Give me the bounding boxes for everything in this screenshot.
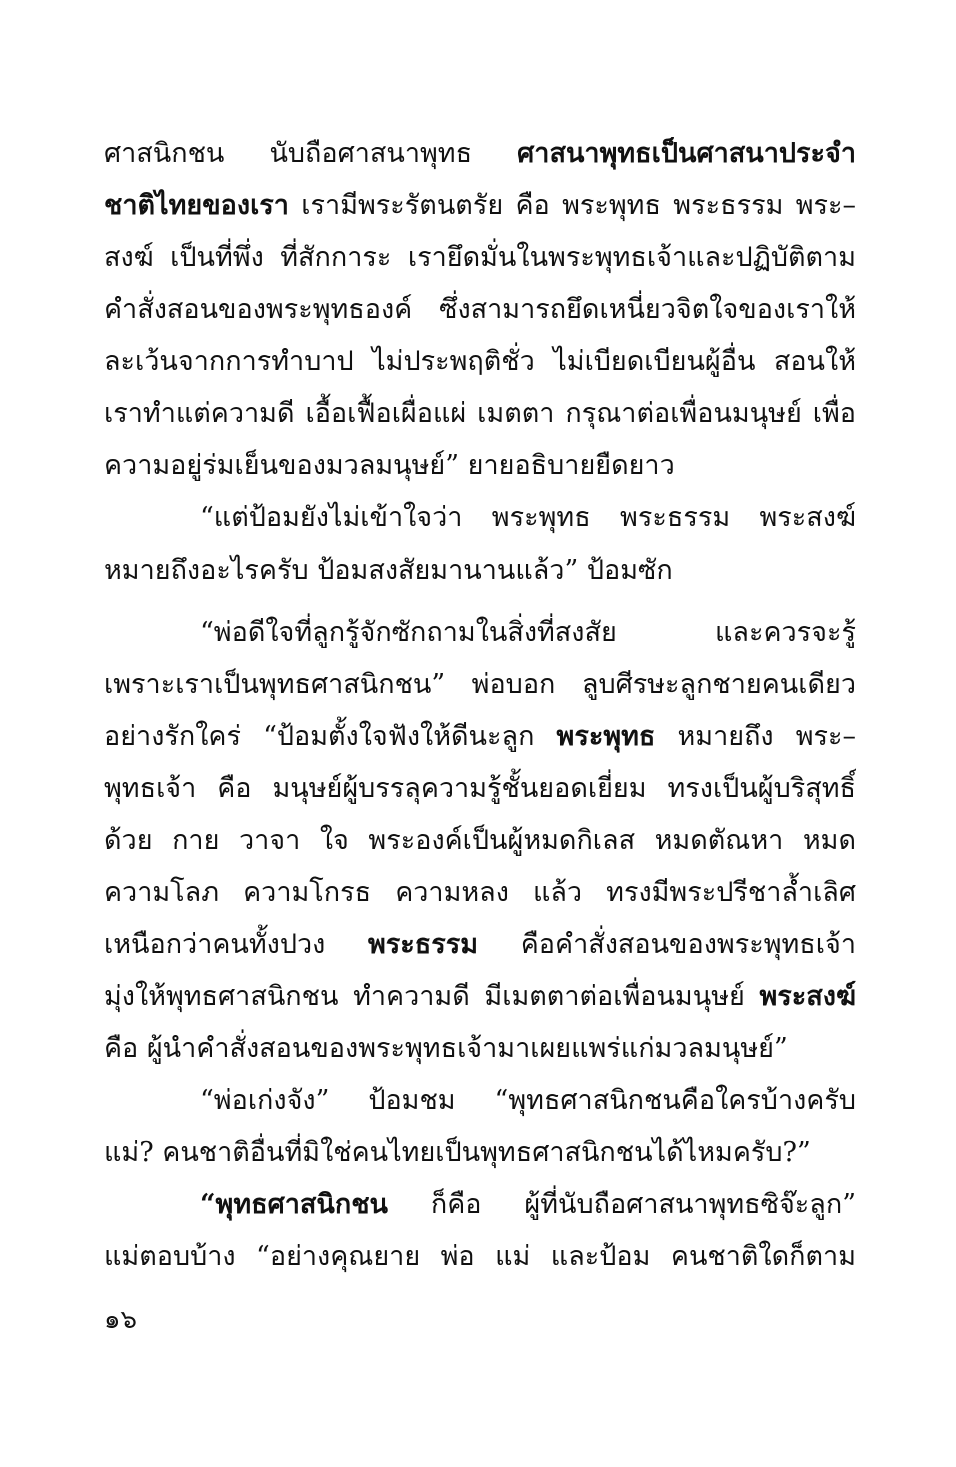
bold-text-span: ชาติไทยของเรา xyxy=(104,190,289,221)
text-span: “แต่ป้อมยังไม่เข้าใจว่า พระพุทธ พระธรรม พระสงฆ์ xyxy=(200,502,856,533)
text-line xyxy=(104,971,856,1023)
text-span: ละเว้นจากการทำบาป ไม่ประพฤติชั่ว ไม่เบียดเบียนผู้อื่น สอนให้ xyxy=(104,346,856,377)
text-span: มุ่งให้พุทธศาสนิกชน ทำความดี มีเมตตาต่อเพื่อนมนุษย์ xyxy=(104,981,760,1012)
bold-text-span: พระพุทธ xyxy=(556,721,656,752)
text-line xyxy=(104,659,856,711)
text-span: ความอยู่ร่มเย็นของมวลมนุษย์” ยายอธิบายยืดยาว xyxy=(104,450,675,481)
text-span: เราทำแต่ความดี เอื้อเฟื้อเผื่อแผ่ เมตตา กรุณาต่อเพื่อนมนุษย์ เพื่อ xyxy=(104,398,856,429)
text-line xyxy=(104,1179,856,1231)
text-line xyxy=(104,607,856,659)
text-span: คือคำสั่งสอนของพระพุทธเจ้า xyxy=(478,929,856,960)
text-line xyxy=(104,1023,856,1075)
text-line xyxy=(104,867,856,919)
text-span: “พ่อดีใจที่ลูกรู้จักซักถามในสิ่งที่สงสัย และควรจะรู้ xyxy=(200,617,856,648)
text-span: เหนือกว่าคนทั้งปวง xyxy=(104,929,368,960)
text-line xyxy=(104,1231,856,1283)
text-span: ความโลภ ความโกรธ ความหลง แล้ว ทรงมีพระปรีชาล้ำเลิศ xyxy=(104,877,856,908)
text-line xyxy=(104,1075,856,1127)
text-line xyxy=(104,388,856,440)
text-line xyxy=(104,711,856,763)
text-line xyxy=(104,180,856,232)
bold-text-span: พระสงฆ์ xyxy=(759,981,856,1012)
text-span: แม่? คนชาติอื่นที่มิใช่คนไทยเป็นพุทธศาสนิกชนได้ไหมครับ?” xyxy=(104,1137,811,1168)
text-span: เพราะเราเป็นพุทธศาสนิกชน” พ่อบอก ลูบศีรษะลูกชายคนเดียว xyxy=(104,669,856,700)
bold-text-span: พระธรรม xyxy=(368,929,479,960)
text-line xyxy=(104,128,856,180)
text-line xyxy=(104,1127,856,1179)
text-span: คำสั่งสอนของพระพุทธองค์ ซึ่งสามารถยึดเหนี่ยวจิตใจของเราให้ xyxy=(104,294,856,325)
text-line xyxy=(104,763,856,815)
text-line xyxy=(104,919,856,971)
text-line xyxy=(104,232,856,284)
text-span: หมายถึงอะไรครับ ป้อมสงสัยมานานแล้ว” ป้อมซัก xyxy=(104,555,673,586)
text-span: พุทธเจ้า คือ มนุษย์ผู้บรรลุความรู้ชั้นยอดเยี่ยม ทรงเป็นผู้บริสุทธิ์ xyxy=(104,773,856,804)
text-span: เรามีพระรัตนตรัย คือ พระพุทธ พระธรรม พระ– xyxy=(288,190,856,221)
text-line xyxy=(104,492,856,544)
text-span: “พ่อเก่งจัง” ป้อมชม “พุทธศาสนิกชนคือใครบ้างครับ xyxy=(200,1085,856,1116)
text-span: ด้วย กาย วาจา ใจ พระองค์เป็นผู้หมดกิเลส หมดตัณหา หมด xyxy=(104,825,856,856)
bold-text-span: “พุทธศาสนิกชน xyxy=(200,1189,388,1220)
text-line xyxy=(104,284,856,336)
text-span: ศาสนิกชน นับถือศาสนาพุทธ xyxy=(104,138,518,169)
text-line xyxy=(104,545,856,597)
text-line xyxy=(104,336,856,388)
text-span: อย่างรักใคร่ “ป้อมตั้งใจฟังให้ดีนะลูก xyxy=(104,721,557,752)
text-span: คือ ผู้นำคำสั่งสอนของพระพุทธเจ้ามาเผยแพร่แก่มวลมนุษย์” xyxy=(104,1033,788,1064)
text-line xyxy=(104,440,856,492)
text-span: สงฆ์ เป็นที่พึ่ง ที่สักการะ เรายึดมั่นในพระพุทธเจ้าและปฏิบัติตาม xyxy=(104,242,856,273)
text-span: หมายถึง พระ– xyxy=(655,721,856,752)
page-number: ๑๖ xyxy=(104,1305,138,1335)
text-span: ก็คือ ผู้ที่นับถือศาสนาพุทธซิจ๊ะลูก” xyxy=(387,1189,856,1220)
text-span: แม่ตอบบ้าง “อย่างคุณยาย พ่อ แม่ และป้อม คนชาติใดก็ตาม xyxy=(104,1241,856,1272)
bold-text-span: ศาสนาพุทธเป็นศาสนาประจำ xyxy=(517,138,856,169)
text-line xyxy=(104,815,856,867)
